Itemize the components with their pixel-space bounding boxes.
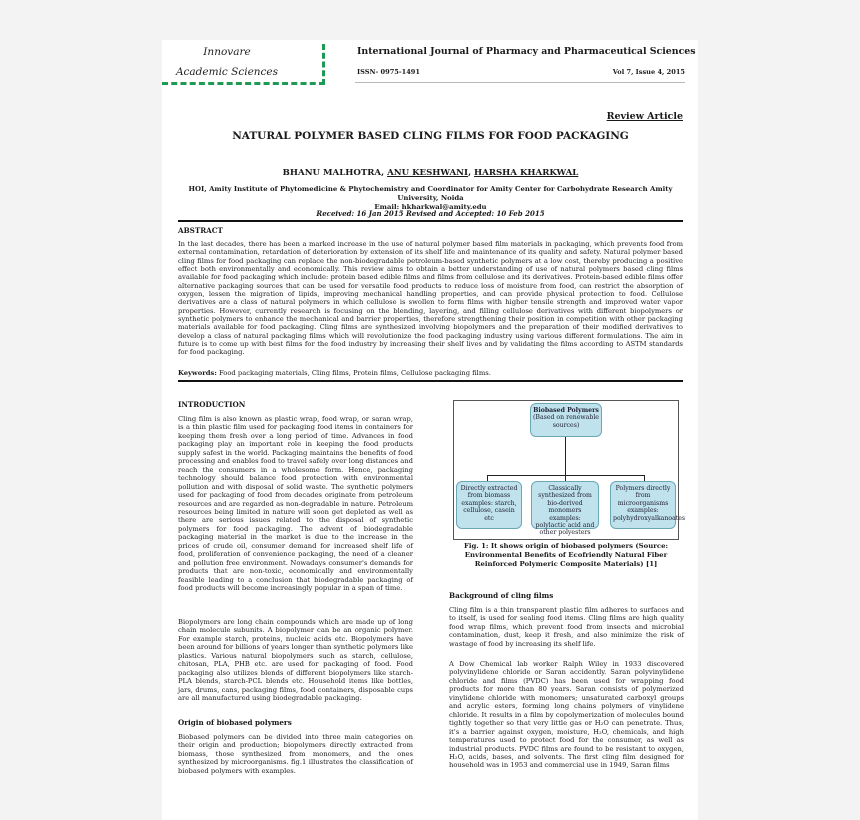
figure-1-caption: Fig. 1: It shows origin of biobased polymers (Source: Environmental Benefits of Ecofriendly Natural Fiber Reinforced Polymeric Composite Materials) [1] [463, 542, 669, 568]
journal-volume: Vol 7, Issue 4, 2015 [612, 68, 685, 76]
figure-1 [453, 400, 686, 540]
abstract-text: In the last decades, there has been a marked increase in the use of natural polymer based film materials in packaging, which prevents food from external contamination, retardation of deterioration by extension of its shelf life and maintenance of its quality and safety. Natural polymer based cling films for food packaging can replace the non-biodegradable petroleum-based synthetic polymers at a low cost, thereby producing a positive effect both environmentally and economically. This review aims to obtain a better understanding of use of natural polymers based cling films available for food packaging which include: protein based edible films and films from cellulose and its derivatives. Protein-based edible films offer alternative packaging sources that can be used for versatile food products to reduce loss of moisture from food, can restrict the absorption of oxygen, lessen the migration of lipids, improving mechanical handling properties, and can provide physical protection to food. Cellulose derivatives are a class of natural polymers in which cellulose is swollen to form films with higher tensile strength and improved water vapor properties. However, currently research is focusing on the blending, layering, and filling cellulose derivatives with different biopolymers or synthetic polymers to enhance the mechanical and barrier properties, therefore strengthening their position in competition with other packaging materials available for food packaging. Cling films are synthesized involving biopolymers and the preparation of their modified derivatives to develop a class of natural packaging films which will revolutionize the food packaging industry using various different formulations. The aim in future is to come up with best films for the food industry by increasing their shelf lives and by validating the films according to ASTM standards for food packaging. [178, 240, 683, 357]
introduction-paragraph-1: Cling film is also known as plastic wrap, food wrap, or saran wrap, is a thin plastic film used for packaging food items in containers for keeping them fresh over a long period of time. Advances in food packaging play an important role in keeping the food products supply safest in the world. Packaging maintains the benefits of food processing and enables food to travel safely over long distances and reach the consumers in a wholesome form. Hence, packaging technology should balance food protection with environmental pollution and with disposal of solid waste. The synthetic polymers used for packaging of food from decades originate from petroleum resources and are regarded as non-degradable in nature. Petroleum resources being limited in nature will soon get depleted as well as there are serious issues related to the disposal of synthetic polymers for food packaging. The advent of biodegradable packaging material in the market is due to the increase in the prices of crude oil, consumer demand for increased shelf life of food, proliferation of convenience packaging, the need of a cleaner and pollution free environment. Nowadays consumer's demands for products that are non-toxic, economically and environmentally feasible leading to a conclusion that biodegradable packaging of food products will become increasingly popular in a span of time. [178, 415, 413, 593]
author-list [178, 168, 683, 178]
background-heading: Background of cling films [449, 591, 554, 600]
keywords [178, 369, 683, 377]
journal-issn: ISSN- 0975-1491 [357, 68, 420, 76]
article-type: Review Article [606, 111, 683, 122]
publisher-name-line1: Innovare [203, 46, 251, 58]
node-root-title: Biobased Polymers [533, 407, 599, 414]
publisher-logo [162, 44, 325, 85]
author-separator: , [468, 168, 475, 178]
keywords-label: Keywords: [178, 369, 217, 377]
abstract-bottom-rule [178, 380, 683, 382]
affiliation-text: HOI, Amity Institute of Phytomedicine & Phytochemistry and Coordinator for Amity Center for Carbohydrate Research Amity University, Noida [188, 185, 673, 202]
background-paragraph-2: A Dow Chemical lab worker Ralph Wiley in 1933 discovered polyvinylidene chloride or Saran accidently. Saran polyvinylidene chloride and films (PVDC) has been used for wrapping food products for more than 80 years. Saran consists of polymerized vinylidene chloride with monomers; unsaturated carboxyl groups and acrylic esters, forming long chains polymers of vinylidene chloride. It results in a film by copolymerization of molecules bound tightly together so that very little gas or H₂O can penetrate. Thus, it's a barrier against oxygen, moisture, H₂O, chemicals, and high temperatures used to protect food for the consumer, as well as industrial products. PVDC films are found to be resistant to oxygen, H₂O, acids, bases, and solvents. The first cling film designed for household was in 1953 and commercial use in 1949, Saran films [449, 660, 684, 770]
keywords-text: Food packaging materials, Cling films, Protein films, Cellulose packaging films. [216, 369, 491, 377]
origin-heading: Origin of biobased polymers [178, 718, 292, 727]
header-divider [355, 82, 685, 83]
node-extracted-from-biomass: Directly extracted from biomass examples: starch, cellulose, casein etc [456, 481, 522, 529]
publisher-name-line2: Academic Sciences [175, 66, 279, 78]
connector-trunk [565, 437, 566, 475]
received-dates: Received: 16 Jan 2015 Revised and Accepted: 10 Feb 2015 [316, 209, 545, 218]
journal-name: International Journal of Pharmacy and Pharmaceutical Sciences [357, 46, 696, 57]
node-synthesized-from-monomers: Classically synthesized from bio-derived monomers examples: polylactic acid and other polyesters [531, 481, 599, 529]
introduction-heading: INTRODUCTION [178, 400, 246, 409]
abstract-top-rule [178, 220, 683, 222]
node-biobased-polymers [530, 403, 602, 437]
background-paragraph-1: Cling film is a thin transparent plastic film adheres to surfaces and to itself, is used for sealing food items. Cling films are high quality food wrap films, which prevent food from insects and microbial contamination, dust, keep it fresh, and also minimize the risk of wastage of food by increasing its shelf life. [449, 606, 684, 648]
node-from-microorganisms: Polymers directly from microorganisms examples: polyhydroxyalkanoates [610, 481, 676, 529]
article-title: NATURAL POLYMER BASED CLING FILMS FOR FOOD PACKAGING [232, 130, 629, 142]
affiliation [178, 185, 683, 212]
introduction-paragraph-2: Biopolymers are long chain compounds which are made up of long chain molecule subunits. A biopolymer can be an organic polymer. For example starch, proteins, nucleic acids etc. Biopolymers have been around for billions of years longer than synthetic polymers like plastics. Various natural biopolymers such as starch, cellulose, chitosan, PLA, PHB etc. are used for packaging of food. Food packaging also utilizes blends of different biopolymers like starch-PLA blends, starch-PCL blends etc. Household items like bottles, jars, drums, cans, packaging films, food containers, disposable cups are all manufactured using biodegradable packaging. [178, 618, 413, 703]
author-3: HARSHA KHARKWAL [474, 168, 579, 178]
connector-bar [487, 475, 645, 476]
author-2: ANU KESHWANI [387, 168, 469, 178]
abstract-heading: ABSTRACT [178, 226, 223, 235]
node-root-subtitle: (Based on renewable sources) [533, 414, 599, 429]
author-1: BHANU MALHOTRA, [282, 168, 388, 178]
author-email: Email: hkharkwal@amity.edu [374, 203, 487, 211]
origin-paragraph-1: Biobased polymers can be divided into three main categories on their origin and production; biopolymers directly extracted from biomass, those synthesized from monomers, and the ones synthesized by microorganisms. fig.1 illustrates the classification of biobased polymers with examples. [178, 733, 413, 775]
